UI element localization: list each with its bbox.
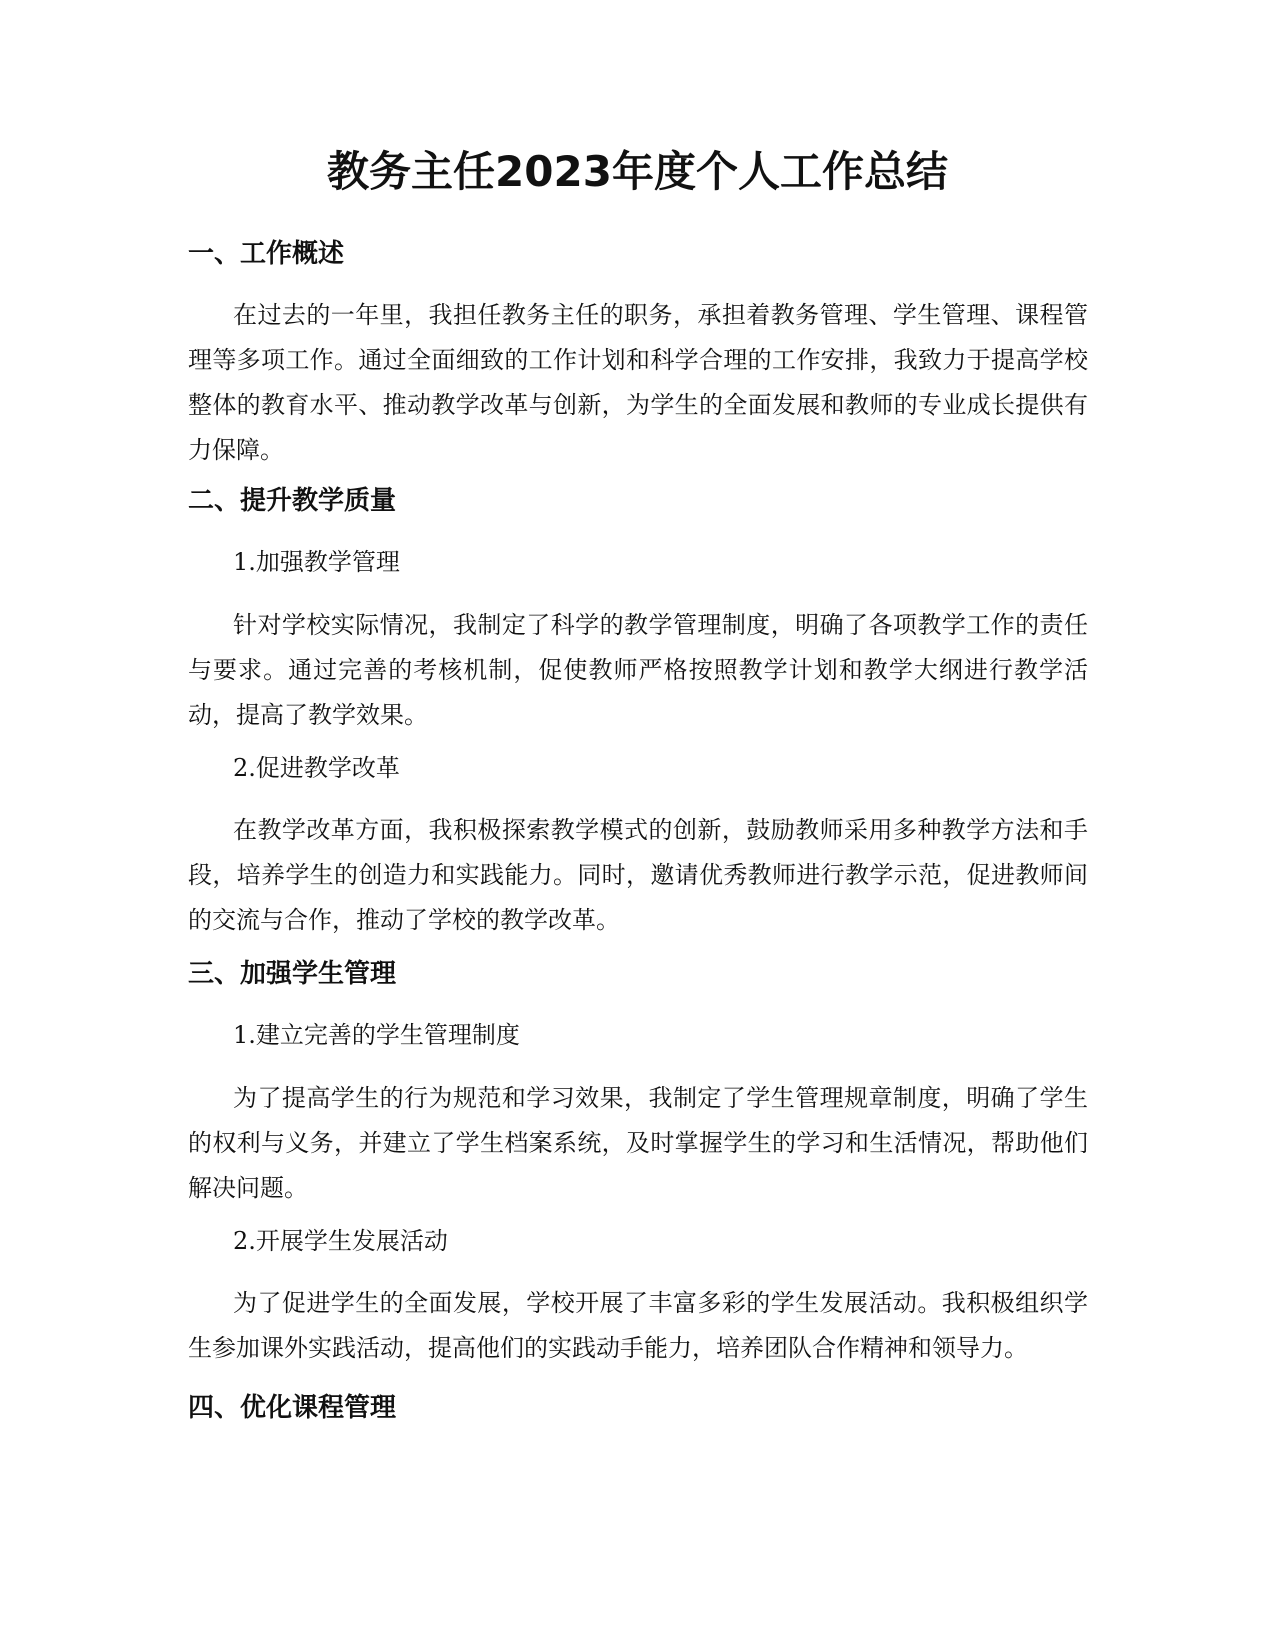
section-2-subheading-2: 2.促进教学改革 bbox=[233, 754, 400, 782]
section-2-subheading-1: 1.加强教学管理 bbox=[233, 548, 400, 576]
section-3-item-2-paragraph: 为了促进学生的全面发展，学校开展了丰富多彩的学生发展活动。我积极组织学生参加课外实践活动，提高他们的实践动手能力，培养团队合作精神和领导力。 bbox=[188, 1289, 1088, 1362]
section-heading-4: 四、优化课程管理 bbox=[188, 1393, 397, 1423]
section-1-paragraph: 在过去的一年里，我担任教务主任的职务，承担着教务管理、学生管理、课程管理等多项工作。通过全面细致的工作计划和科学合理的工作安排，我致力于提高学校整体的教育水平、推动教学改革与创新，为学生的全面发展和教师的专业成长提供有力保障。 bbox=[188, 301, 1088, 464]
section-3-item-1-paragraph: 为了提高学生的行为规范和学习效果，我制定了学生管理规章制度，明确了学生的权利与义务，并建立了学生档案系统，及时掌握学生的学习和生活情况，帮助他们解决问题。 bbox=[188, 1084, 1088, 1202]
section-3-subheading-2: 2.开展学生发展活动 bbox=[233, 1227, 448, 1255]
section-2-item-1-paragraph: 针对学校实际情况，我制定了科学的教学管理制度，明确了各项教学工作的责任与要求。通过完善的考核机制，促使教师严格按照教学计划和教学大纲进行教学活动，提高了教学效果。 bbox=[188, 611, 1088, 729]
section-heading-3: 三、加强学生管理 bbox=[188, 959, 397, 989]
section-heading-2: 二、提升教学质量 bbox=[188, 486, 397, 516]
section-2-item-2-paragraph: 在教学改革方面，我积极探索教学模式的创新，鼓励教师采用多种教学方法和手段，培养学生的创造力和实践能力。同时，邀请优秀教师进行教学示范，促进教师间的交流与合作，推动了学校的教学改革。 bbox=[188, 816, 1088, 934]
section-3-subheading-1: 1.建立完善的学生管理制度 bbox=[233, 1021, 520, 1049]
document-title: 教务主任2023年度个人工作总结 bbox=[327, 147, 948, 196]
section-heading-1: 一、工作概述 bbox=[188, 239, 345, 269]
